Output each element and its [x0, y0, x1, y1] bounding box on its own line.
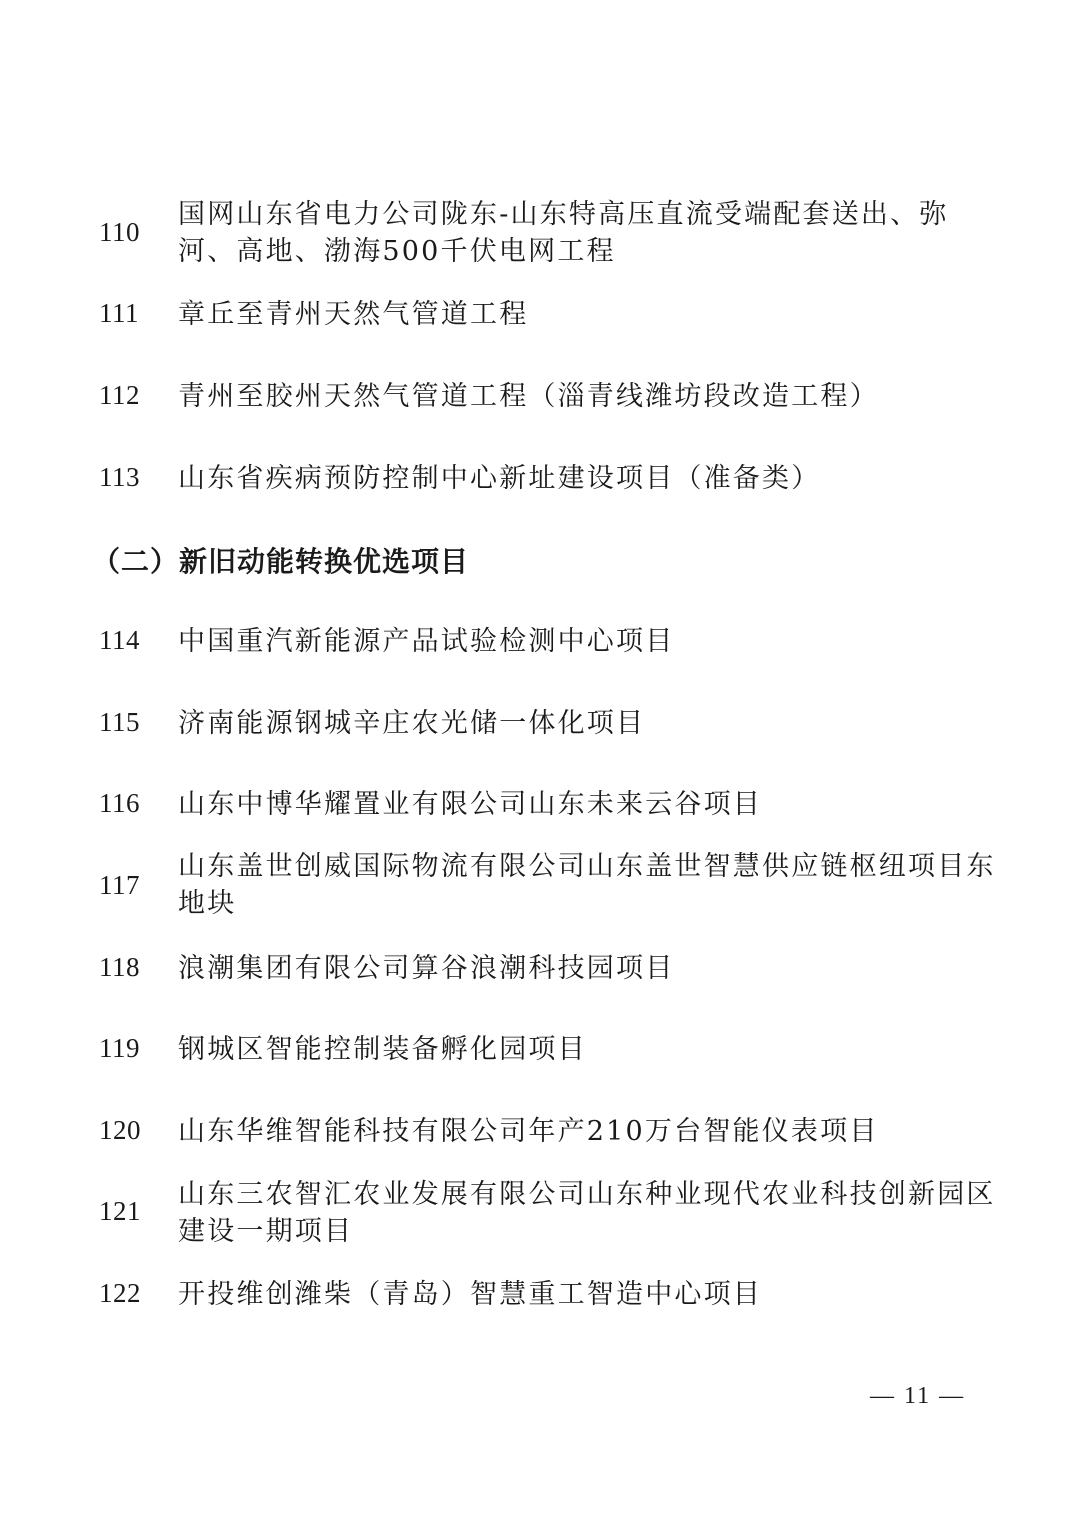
item-number: 111: [99, 298, 139, 328]
item-text: 章丘至青州天然气管道工程: [178, 299, 529, 330]
item-number: 113: [99, 462, 140, 492]
item-number: 114: [99, 625, 140, 655]
item-text: 中国重汽新能源产品试验检测中心项目: [178, 626, 675, 657]
item-number: 110: [99, 217, 140, 247]
item-text: 济南能源钢城辛庄农光储一体化项目: [178, 708, 646, 739]
item-number: 112: [99, 380, 140, 410]
item-number: 120: [99, 1115, 141, 1145]
item-text: 山东中博华耀置业有限公司山东未来云谷项目: [178, 789, 762, 820]
item-number: 115: [99, 707, 140, 737]
item-number: 122: [99, 1278, 141, 1308]
item-text: 开投维创潍柴（青岛）智慧重工智造中心项目: [178, 1279, 762, 1310]
section-heading: （二）新旧动能转换优选项目: [92, 545, 470, 578]
item-text: 钢城区智能控制装备孵化园项目: [178, 1034, 587, 1065]
item-text: 国网山东省电力公司陇东-山东特高压直流受端配套送出、弥河、高地、渤海500千伏电网工程: [178, 199, 949, 267]
item-number: 121: [99, 1196, 141, 1226]
item-number: 119: [99, 1033, 140, 1063]
item-text: 山东华维智能科技有限公司年产210万台智能仪表项目: [178, 1116, 879, 1147]
item-text: 青州至胶州天然气管道工程（淄青线潍坊段改造工程）: [178, 381, 879, 412]
item-text: 浪潮集团有限公司算谷浪潮科技园项目: [178, 953, 675, 984]
item-number: 118: [99, 952, 140, 982]
item-text: 山东盖世创威国际物流有限公司山东盖世智慧供应链枢纽项目东地块: [178, 851, 996, 919]
item-number: 117: [99, 870, 140, 900]
item-number: 116: [99, 788, 140, 818]
page-number: — 11 —: [870, 1383, 966, 1409]
item-text: 山东省疾病预防控制中心新址建设项目（准备类）: [178, 463, 821, 494]
item-text: 山东三农智汇农业发展有限公司山东种业现代农业科技创新园区建设一期项目: [178, 1179, 996, 1247]
